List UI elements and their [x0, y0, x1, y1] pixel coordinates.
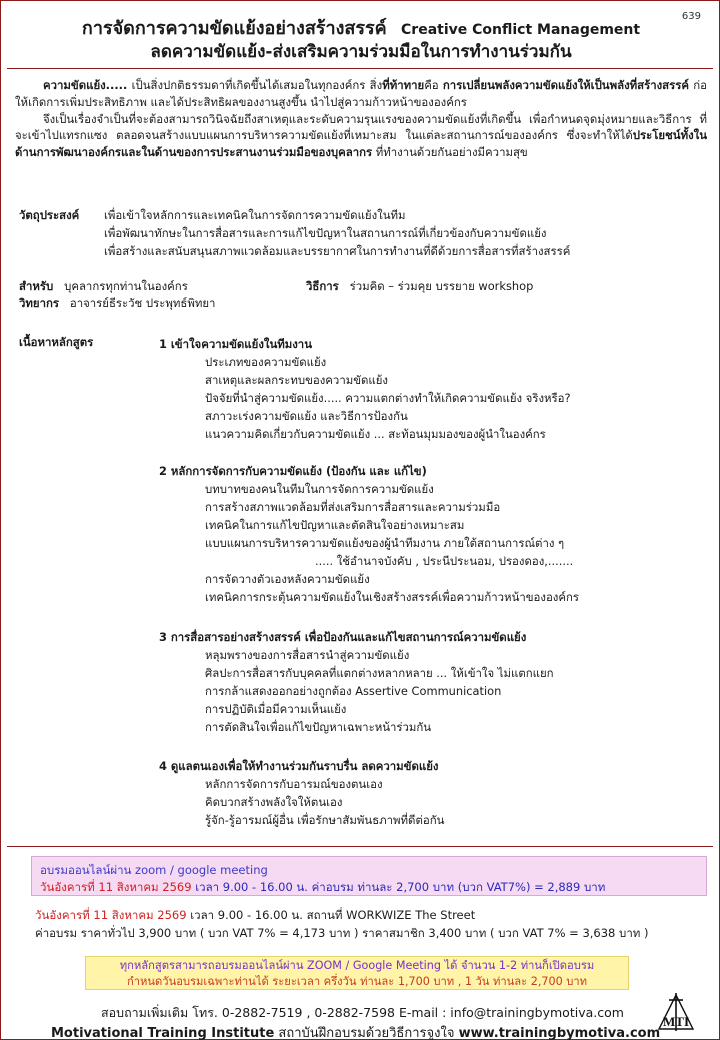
- module-item: แบบแผนการบริหารความขัดแย้งของผู้นำทีมงาน ภายใต้สถานการณ์ต่าง ๆ: [205, 536, 565, 550]
- intro-text: คือ: [424, 78, 443, 92]
- intro-text: จึงเป็นเรื่องจำเป็นที่จะต้องสามารถวินิจฉัยถึงสาเหตุและระดับความรุนแรงของความขัดแย้งที่เกิดขึ้น เพื่อกำหนดจุดมุ่งหมายและวิธีการ ที่จะเข้าไปแทรกแซง ตลอดจนสร้างแบบแผนการบริหารความขัดแย้งที่เหมาะสม ในแต่ละสถานการณ์ขององค์กร ซึ่งจะทำให้ได้: [15, 111, 707, 143]
- module-item: การสร้างสภาพแวดล้อมที่ส่งเสริมการสื่อสารและความร่วมมือ: [205, 500, 501, 514]
- method: [306, 278, 533, 294]
- speaker-value: อาจารย์ธีระวัช ประพุทธ์พิทยา: [69, 296, 216, 310]
- module-item: ศิลปะการสื่อสารกับบุคคลที่แตกต่างหลากหลาย ... ให้เข้าใจ ไม่แตกแยก: [205, 666, 554, 680]
- intro-text: เป็นสิ่งปกติธรรมดาที่เกิดขึ้นได้เสมอในทุกองค์กร สิ่ง: [127, 78, 383, 92]
- module-title: 1 เข้าใจความขัดแย้งในทีมงาน: [159, 337, 312, 351]
- module-3: [159, 629, 699, 736]
- online-time: เวลา 9.00 - 16.00 น.: [191, 880, 308, 894]
- onsite-fee: ค่าอบรม ราคาทั่วไป 3,900 บาท ( บวก VAT 7% = 4,173 บาท ) ราคาสมาชิก 3,400 บาท ( บวก VAT 7% = 3,638 บาท ): [35, 926, 649, 940]
- content-divider: [7, 846, 713, 847]
- module-item: สาเหตุและผลกระทบของความขัดแย้ง: [205, 373, 388, 387]
- intro-emphasis: ประโยชน์ทั้งในด้านการพัฒนาองค์กรและในด้านของการประสานงานร่วมมือของบุคลากร: [15, 128, 707, 160]
- intro-text: ก่อให้เกิดการเพิ่มประสิทธิภาพ และได้ประสิทธิผลของงานสูงขึ้น นำไปสู่ความก้าวหน้าขององค์กร: [15, 78, 707, 109]
- onsite-time-venue: เวลา 9.00 - 16.00 น. สถานที่ WORKWIZE The Street: [186, 908, 476, 922]
- module-item: รู้จัก-รู้อารมณ์ผู้อื่น เพื่อรักษาสัมพันธภาพที่ดีต่อกัน: [205, 813, 445, 827]
- module-item: การจัดวางตัวเองหลังความขัดแย้ง: [205, 572, 370, 586]
- module-item: เทคนิคในการแก้ไขปัญหาและตัดสินใจอย่างเหมาะสม: [205, 518, 465, 532]
- module-item: ปัจจัยที่นำสู่ความขัดแย้ง..... ความแตกต่างทำให้เกิดความขัดแย้ง จริงหรือ?: [205, 391, 571, 405]
- module-item: หลุมพรางของการสื่อสารนำสู่ความขัดแย้ง: [205, 648, 410, 662]
- organization-line: [51, 1022, 660, 1040]
- notice-online: ทุกหลักสูตรสามารถอบรมออนไลน์ผ่าน ZOOM / Google Meeting ได้ จำนวน 1-2 ท่านก็เปิดอบรม: [119, 959, 595, 972]
- audience-label: สำหรับ: [19, 279, 54, 293]
- module-item: แนวความคิดเกี่ยวกับความขัดแย้ง ... สะท้อนมุมมองของผู้นำในองค์กร: [205, 427, 546, 441]
- module-title: 3 การสื่อสารอย่างสร้างสรรค์ เพื่อป้องกันและแก้ไขสถานการณ์ความขัดแย้ง: [159, 630, 527, 644]
- course-content-label: เนื้อหาหลักสูตร: [19, 335, 94, 349]
- objectives-label: วัตถุประสงค์: [19, 208, 80, 222]
- online-fee: ค่าอบรม ท่านละ 2,700 บาท (บวก VAT7%) = 2,889 บาท: [307, 880, 606, 894]
- module-2: [159, 463, 699, 606]
- method-value: ร่วมคิด – ร่วมคุย บรรยาย workshop: [349, 279, 534, 293]
- notice-private: กำหนดวันอบรมเฉพาะท่านได้ ระยะเวลา ครึ่งวัน ท่านละ 1,700 บาท , 1 วัน ท่านละ 2,700 บาท: [126, 975, 588, 988]
- logo-text: MTI: [663, 1014, 689, 1029]
- module-item: การตัดสินใจเพื่อแก้ไขปัญหาเฉพาะหน้าร่วมกัน: [205, 720, 432, 734]
- intro-emphasis: การเปลี่ยนพลังความขัดแย้งให้เป็นพลังที่สร้างสรรค์: [442, 78, 689, 92]
- audience: [19, 278, 188, 294]
- module-item: เทคนิคการกระตุ้นความขัดแย้งในเชิงสร้างสรรค์เพื่อความก้าวหน้าขององค์กร: [205, 590, 579, 604]
- course-title-thai: การจัดการความขัดแย้งอย่างสร้างสรรค์: [81, 18, 387, 39]
- objective-item: เพื่อพัฒนาทักษะในการสื่อสารและการแก้ไขปัญหาในสถานการณ์ที่เกี่ยวข้องกับความขัดแย้ง: [104, 226, 547, 240]
- org-name-english: Motivational Training Institute: [51, 1026, 275, 1040]
- module-item: ..... ใช้อำนาจบังคับ , ประนีประนอม, ปรองดอง,.......: [315, 554, 574, 568]
- module-title: 4 ดูแลตนเองเพื่อให้ทำงานร่วมกันราบรื่น ลดความขัดแย้ง: [159, 759, 439, 773]
- speaker-label: วิทยากร: [19, 296, 59, 310]
- module-4: [159, 758, 699, 829]
- objective-item: เพื่อเข้าใจหลักการและเทคนิคในการจัดการความขัดแย้งในทีม: [104, 208, 406, 222]
- intro-emphasis: ความขัดแย้ง.....: [43, 78, 128, 92]
- module-item: การกล้าแสดงออกอย่างถูกต้อง Assertive Communication: [205, 684, 502, 698]
- intro-section: [15, 77, 707, 161]
- module-item: สภาวะเร่งความขัดแย้ง และวิธีการป้องกัน: [205, 409, 408, 423]
- notice-box: [85, 956, 629, 990]
- audience-value: บุคลากรทุกท่านในองค์กร: [64, 279, 188, 293]
- online-schedule: [40, 879, 605, 897]
- onsite-training: [35, 906, 649, 942]
- contact-line: สอบถามเพิ่มเติม โทร. 0-2882-7519 , 0-2882-7598 E-mail : info@trainingbymotiva.com: [101, 1005, 624, 1020]
- module-item: คิดบวกสร้างพลังใจให้ตนเอง: [205, 795, 343, 809]
- method-label: วิธีการ: [306, 279, 339, 293]
- online-platform: อบรมออนไลน์ผ่าน zoom / google meeting: [40, 863, 268, 877]
- course-subtitle: ลดความขัดแย้ง-ส่งเสริมความร่วมมือในการทำงานร่วมกัน: [150, 42, 572, 62]
- onsite-schedule: [35, 906, 649, 924]
- intro-text: ที่ทำงานด้วยกันอย่างมีความสุข: [372, 145, 528, 160]
- onsite-date: วันอังคารที่ 11 สิงหาคม 2569: [35, 908, 187, 922]
- module-item: บทบาทของคนในทีมในการจัดการความขัดแย้ง: [205, 482, 434, 496]
- org-name-thai: สถาบันฝึกอบรมด้วยวิธีการจูงใจ: [274, 1026, 459, 1040]
- mti-logo-icon: [655, 991, 697, 1035]
- module-item: การปฏิบัติเมื่อมีความเห็นแย้ง: [205, 702, 347, 716]
- module-1: [159, 336, 699, 443]
- course-title-english: Creative Conflict Management: [401, 22, 641, 38]
- page-number: 639: [681, 11, 701, 22]
- speaker: [19, 295, 215, 311]
- module-item: ประเภทของความขัดแย้ง: [205, 355, 327, 369]
- header-divider: [7, 68, 713, 69]
- intro-paragraph-2: [15, 111, 707, 161]
- module-title: 2 หลักการจัดการกับความขัดแย้ง (ป้องกัน และ แก้ไข): [159, 464, 427, 478]
- module-item: หลักการจัดการกับอารมณ์ของตนเอง: [205, 777, 383, 791]
- intro-paragraph-1: [15, 77, 707, 111]
- website-link[interactable]: www.trainingbymotiva.com: [458, 1026, 661, 1040]
- objective-item: เพื่อสร้างและสนับสนุนสภาพแวดล้อมและบรรยากาศในการทำงานที่ดีด้วยการสื่อสารที่สร้างสรรค์: [104, 244, 571, 258]
- online-date: วันอังคารที่ 11 สิงหาคม 2569: [40, 880, 192, 894]
- intro-emphasis: ที่ท้าทาย: [382, 78, 425, 92]
- online-training-box: [31, 856, 707, 896]
